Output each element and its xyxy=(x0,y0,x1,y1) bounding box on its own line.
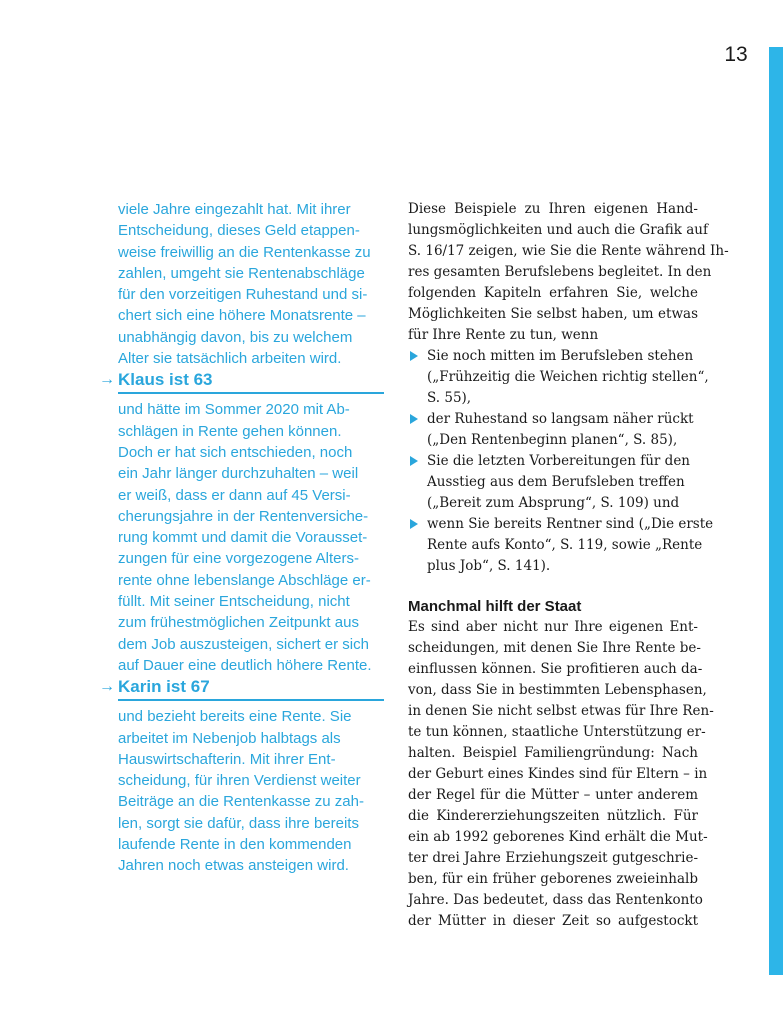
text-line: auf Dauer eine deutlich höhere Rente. xyxy=(118,656,372,674)
text-line: zungen für eine vorgezogene Alters- xyxy=(118,550,359,568)
text-line: arbeitet im Nebenjob halbtags als xyxy=(118,729,341,747)
text-line: der Ruhestand so langsam näher rückt xyxy=(427,411,694,427)
case-body-klaus xyxy=(118,399,390,676)
section-paragraph xyxy=(408,617,714,932)
text-line: halten. Beispiel Familiengründung: Nach xyxy=(408,745,698,761)
case-heading-karin xyxy=(99,676,384,701)
text-line: ter drei Jahre Erziehungszeit gutgeschrie- xyxy=(408,850,698,866)
text-line: von, dass Sie in bestimmten Lebensphasen, xyxy=(408,682,707,698)
text-line: füllt. Mit seiner Entscheidung, nicht xyxy=(118,593,350,611)
text-line: dem Job auszusteigen, sichert er sich xyxy=(118,635,369,653)
text-line: Möglichkeiten Sie selbst haben, um etwas xyxy=(408,306,698,322)
text-line: ein ab 1992 geborenes Kind erhält die Mut- xyxy=(408,829,708,845)
text-line: Beiträge an die Rentenkasse zu zah- xyxy=(118,793,364,811)
text-line: chert sich eine höhere Monatsrente – xyxy=(118,307,366,325)
text-line: te tun können, staatliche Unterstützung er- xyxy=(408,724,706,740)
triangle-bullet-icon xyxy=(410,414,418,424)
text-line: Entscheidung, dieses Geld etappen- xyxy=(118,222,360,240)
text-line: in denen Sie nicht selbst etwas für Ihre Ren- xyxy=(408,703,714,719)
text-line: Jahren noch etwas ansteigen wird. xyxy=(118,857,349,875)
text-line: er weiß, dass er dann auf 45 Versi- xyxy=(118,486,351,504)
text-line: schlägen in Rente gehen können. xyxy=(118,422,342,440)
text-line: Alter sie tatsächlich arbeiten wird. xyxy=(118,350,342,368)
text-line: Hauswirtschafterin. Mit ihrer Ent- xyxy=(118,750,336,768)
text-line: („Den Rentenbeginn planen“, S. 85), xyxy=(427,432,678,448)
text-line: ben, für ein früher geborenes zweieinhalb xyxy=(408,871,698,887)
text-line: S. 16/17 zeigen, wie Sie die Rente während Ih- xyxy=(408,243,729,259)
section-heading: Manchmal hilft der Staat xyxy=(408,598,582,615)
text-line: Es sind aber nicht nur Ihre eigenen Ent- xyxy=(408,619,698,635)
list-item xyxy=(408,514,714,577)
text-line: unabhängig davon, bis zu welchem xyxy=(118,328,353,346)
text-line: und bezieht bereits eine Rente. Sie xyxy=(118,708,352,726)
chapter-tab-bar xyxy=(769,47,783,975)
text-line: der Regel für die Mütter – unter anderem xyxy=(408,787,698,803)
text-line: lungsmöglichkeiten und auch die Grafik auf xyxy=(408,222,708,238)
right-intro-paragraph xyxy=(408,199,729,346)
text-line: len, sorgt sie dafür, dass ihre bereits xyxy=(118,814,359,832)
text-line: („Bereit zum Absprung“, S. 109) und xyxy=(427,495,680,511)
text-line: der Mütter in dieser Zeit so aufgestockt xyxy=(408,913,698,929)
text-line: laufende Rente in den kommenden xyxy=(118,836,352,854)
arrow-right-icon: → xyxy=(99,678,115,696)
text-line: Rente aufs Konto“, S. 119, sowie „Rente xyxy=(427,537,703,553)
triangle-bullet-icon xyxy=(410,519,418,529)
text-line: Ausstieg aus dem Berufsleben treffen xyxy=(427,474,685,490)
case-body-karin xyxy=(118,706,390,876)
left-intro-paragraph xyxy=(118,199,390,369)
list-item xyxy=(408,346,709,409)
case-heading-text: Klaus ist 63 xyxy=(118,370,213,390)
text-line: wenn Sie bereits Rentner sind („Die erste xyxy=(427,516,714,532)
text-line: rente ohne lebenslange Abschläge er- xyxy=(118,571,371,589)
text-line: und hätte im Sommer 2020 mit Ab- xyxy=(118,401,350,419)
text-line: Jahre. Das bedeutet, dass das Rentenkonto xyxy=(408,892,703,908)
text-line: Doch er hat sich entschieden, noch xyxy=(118,443,353,461)
text-line: plus Job“, S. 141). xyxy=(427,558,551,574)
text-line: res gesamten Berufslebens begleitet. In den xyxy=(408,264,712,280)
text-line: einflussen können. Sie profitieren auch da- xyxy=(408,661,703,677)
list-item xyxy=(408,409,698,451)
text-line: Sie noch mitten im Berufsleben stehen xyxy=(427,348,694,364)
text-line: die Kindererziehungszeiten nützlich. Für xyxy=(408,808,698,824)
text-line: weise freiwillig an die Rentenkasse zu xyxy=(118,243,371,261)
text-line: cherungsjahre in der Rentenversiche- xyxy=(118,507,369,525)
text-line: für den vorzeitigen Ruhestand und si- xyxy=(118,286,368,304)
right-column xyxy=(408,199,729,932)
bullet-list xyxy=(408,346,714,577)
text-line: folgenden Kapiteln erfahren Sie, welche xyxy=(408,285,698,301)
page-number: 13 xyxy=(724,43,748,66)
case-heading-text: Karin ist 67 xyxy=(118,677,210,697)
triangle-bullet-icon xyxy=(410,351,418,361)
text-line: scheidungen, mit denen Sie Ihre Rente be- xyxy=(408,640,701,656)
case-heading-klaus xyxy=(99,369,384,394)
text-line: zahlen, umgeht sie Rentenabschläge xyxy=(118,264,365,282)
text-line: rung kommt und damit die Vorausset- xyxy=(118,529,368,547)
text-line: für Ihre Rente zu tun, wenn xyxy=(408,327,599,343)
list-item xyxy=(408,451,698,514)
text-line: Sie die letzten Vorbereitungen für den xyxy=(427,453,691,469)
triangle-bullet-icon xyxy=(410,456,418,466)
text-line: Diese Beispiele zu Ihren eigenen Hand- xyxy=(408,201,698,217)
text-line: zum frühestmöglichen Zeitpunkt aus xyxy=(118,614,359,632)
text-line: scheidung, für ihren Verdienst weiter xyxy=(118,772,361,790)
text-line: („Frühzeitig die Weichen richtig stellen“, xyxy=(427,369,709,385)
text-line: ein Jahr länger durchzuhalten – weil xyxy=(118,465,359,483)
text-line: viele Jahre eingezahlt hat. Mit ihrer xyxy=(118,201,351,218)
arrow-right-icon: → xyxy=(99,371,115,389)
text-line: der Geburt eines Kindes sind für Eltern – in xyxy=(408,766,708,782)
left-column xyxy=(99,199,390,877)
text-line: S. 55), xyxy=(427,390,472,406)
